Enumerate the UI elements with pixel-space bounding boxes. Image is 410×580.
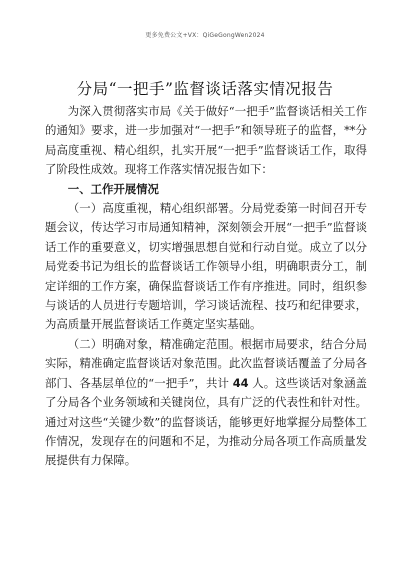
section-heading-work-status: 一、工作开展情况 <box>67 181 159 196</box>
paragraph-scope-text-after: 人。这些谈话对象涵盖了分局各个业务领域和关键岗位，具有广泛的代表性和针对性。通过对这些“关键少数”的监督谈话，能够更好地掌握分局整体工作情况，发现存在的问题和不足，为推动分局各项工作高质量发展提供有力保障。 <box>45 375 367 468</box>
paragraph-deployment: （一）高度重视，精心组织部署。分局党委第一时间召开专题会议，传达学习市局通知精神，深刻领会开展“一把手”监督谈话工作的重要意义，切实增强思想自觉和行动自觉。成立了以分局党委书记为组长的监督谈话工作领导小组，明确职责分工，制定详细的工作方案，确保监督谈话工作有序推进。同时，组织参与谈话的人员进行专题培训，学习谈话流程、技巧和纪律要求，为高质量开展监督谈话工作奠定坚实基础。 <box>45 201 367 332</box>
document-title: 分局“一把手”监督谈话落实情况报告 <box>76 80 334 98</box>
paragraph-scope <box>45 335 367 471</box>
interviewee-count: 44 <box>232 375 249 390</box>
document-body <box>45 102 367 471</box>
watermark-text: 更多免费公文+VX：QiGeGongWen2024 <box>145 32 265 39</box>
intro-paragraph: 为深入贯彻落实市局《关于做好“一把手”监督谈话相关工作的通知》要求，进一步加强对“一把手”和领导班子的监督，**分局高度重视、精心组织，扎实开展“一把手”监督谈话工作，取得了阶段性成效。现将工作落实情况报告如下： <box>45 104 367 177</box>
paragraph-scope-text-before: （二）明确对象，精准确定范围。根据市局要求，结合分局实际，精准确定监督谈话对象范围。此次监督谈话覆盖了分局各部门、各基层单位的“一把手”，共计 <box>45 336 367 390</box>
